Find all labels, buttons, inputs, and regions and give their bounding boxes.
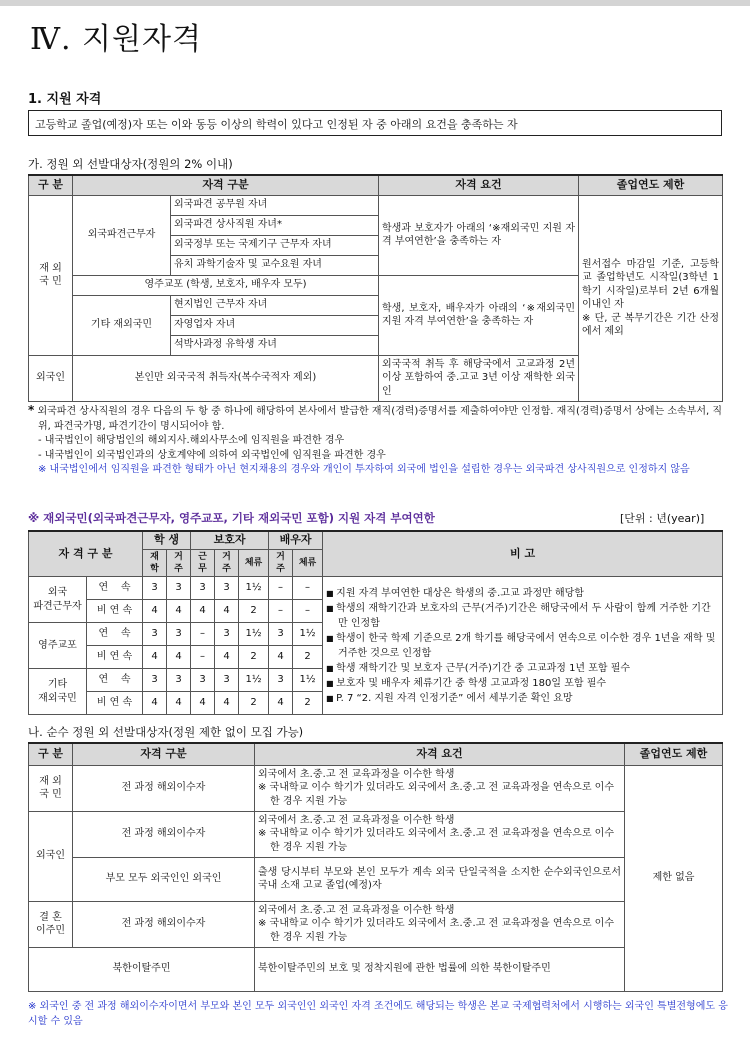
req-line: 외국에서 초․중․고 전 교육과정을 이수한 학생 bbox=[258, 814, 455, 826]
header-student: 학 생 bbox=[143, 531, 191, 549]
req-line: 외국에서 초․중․고 전 교육과정을 이수한 학생 bbox=[258, 768, 455, 780]
group-dispatched: 외국파견근무자 bbox=[73, 195, 171, 275]
value-cell: 4 bbox=[191, 600, 215, 623]
other-requirement: 학생, 보호자, 배우자가 아래의 ‘※재외국민 지원 자격 부여연한’을 충족하는 자 bbox=[379, 275, 579, 355]
remark-item: ■ 지원 자격 부여연한 대상은 학생의 중․고교 과정만 해당함 bbox=[326, 586, 719, 601]
sub-header: 재학 bbox=[143, 549, 167, 576]
sub-header: 체류 bbox=[293, 549, 323, 576]
value-cell: 2 bbox=[239, 600, 269, 623]
remark-item: ■ 보호자 및 배우자 체류기간 중 학생 고교과정 180일 포함 필수 bbox=[326, 676, 719, 691]
list-item: 외국정부 또는 국제기구 근무자 자녀 bbox=[171, 235, 379, 255]
header-qualification: 자격 구분 bbox=[73, 175, 379, 195]
header-grad-limit: 졸업연도 제한 bbox=[625, 743, 723, 765]
value-cell: – bbox=[191, 646, 215, 669]
requirement-full-abroad bbox=[255, 811, 625, 857]
value-cell: 3 bbox=[215, 577, 239, 600]
value-cell: 3 bbox=[143, 623, 167, 646]
top-bar bbox=[0, 0, 750, 6]
group-other: 기타 재외국민 bbox=[73, 295, 171, 355]
sub-header: 거주 bbox=[215, 549, 239, 576]
grad-limit-text: 원서접수 마감일 기준, 고등학교 졸업학년도 시작일(3학년 1학기 시작일)로부터 2년 6개월 이내인 자 ※ 단, 군 복무기간은 기간 산정에서 제외 bbox=[579, 195, 723, 401]
value-cell: 3 bbox=[167, 623, 191, 646]
foreigner-label: 외국인 bbox=[29, 355, 73, 401]
remarks-cell bbox=[323, 577, 723, 715]
row-type: 비 연 속 bbox=[87, 692, 143, 715]
header-requirement: 자격 요건 bbox=[255, 743, 625, 765]
value-cell: 4 bbox=[143, 646, 167, 669]
value-cell: 3 bbox=[167, 577, 191, 600]
value-cell: 2 bbox=[239, 646, 269, 669]
value-cell: 4 bbox=[269, 692, 293, 715]
header-grad-limit: 졸업연도 제한 bbox=[579, 175, 723, 195]
list-item: 석박사과정 유학생 자녀 bbox=[171, 335, 379, 355]
value-cell: 1½ bbox=[239, 669, 269, 692]
value-cell: 4 bbox=[191, 692, 215, 715]
notes-a bbox=[28, 402, 728, 478]
header-qualification: 자격 구분 bbox=[73, 743, 255, 765]
note-line: ※ 내국법인에서 임직원을 파견한 형태가 아닌 현지채용의 경우와 개인이 투자하여 외국에 법인을 설립한 경우는 외국파견 상사직원으로 인정하지 않음 bbox=[38, 464, 690, 475]
dispatched-requirement: 학생과 보호자가 아래의 ‘※재외국민 지원 자격 부여연한’을 충족하는 자 bbox=[379, 195, 579, 275]
value-cell: – bbox=[293, 600, 323, 623]
value-cell: 4 bbox=[143, 600, 167, 623]
value-cell: 3 bbox=[143, 577, 167, 600]
row-type: 연 속 bbox=[87, 577, 143, 600]
req-line: ※ 국내학교 이수 학기가 있더라도 외국에서 초․중․고 전 교육과정을 연속으로 이수한 경우 지원 가능 bbox=[258, 828, 614, 853]
unit-label: [단위 : 년(year)] bbox=[620, 512, 705, 525]
row-type: 비 연 속 bbox=[87, 646, 143, 669]
list-item: 외국파견 공무원 자녀 bbox=[171, 195, 379, 215]
value-cell: 3 bbox=[191, 669, 215, 692]
value-cell: 4 bbox=[215, 646, 239, 669]
list-item: 외국파견 상사직원 자녀* bbox=[171, 215, 379, 235]
table-row bbox=[29, 577, 723, 600]
note-line: - 내국법인이 해당법인의 해외지사․해외사무소에 임직원을 파견한 경우 bbox=[38, 435, 345, 446]
header-category: 자 격 구 분 bbox=[29, 531, 143, 577]
group-overseas-korean: 재 외 국 민 bbox=[29, 195, 73, 355]
sub-header: 거주 bbox=[167, 549, 191, 576]
header-category: 구 분 bbox=[29, 743, 73, 765]
table-b-title: ※ 재외국민(외국파견근무자, 영주교포, 기타 재외국민 포함) 지원 자격 부여연한 bbox=[28, 511, 435, 525]
list-item: 현지법인 근무자 자녀 bbox=[171, 295, 379, 315]
list-item: 자영업자 자녀 bbox=[171, 315, 379, 335]
value-cell: 4 bbox=[215, 692, 239, 715]
value-cell: 3 bbox=[215, 623, 239, 646]
value-cell: 4 bbox=[167, 692, 191, 715]
requirement-both-foreign: 출생 당시부터 부모와 본인 모두가 계속 외국 단일국적을 소지한 순수외국인으로서 국내 소재 고교 졸업(예정)자 bbox=[255, 857, 625, 901]
permanent-resident: 영주교포 (학생, 보호자, 배우자 모두) bbox=[73, 275, 379, 295]
chapter-title: Ⅳ. 지원자격 bbox=[30, 22, 202, 57]
value-cell: 2 bbox=[293, 692, 323, 715]
requirement-north-korean: 북한이탈주민의 보호 및 정착지원에 관한 법률에 의한 북한이탈주민 bbox=[255, 947, 625, 991]
table-b bbox=[28, 530, 723, 715]
value-cell: 3 bbox=[143, 669, 167, 692]
header-spouse: 배우자 bbox=[269, 531, 323, 549]
value-cell: 3 bbox=[269, 623, 293, 646]
req-line: 외국에서 초․중․고 전 교육과정을 이수한 학생 bbox=[258, 904, 455, 916]
table-c-title: 나. 순수 정원 외 선발대상자(정원 제한 없이 모집 가능) bbox=[28, 725, 304, 739]
header-category: 구 분 bbox=[29, 175, 73, 195]
section-title: 1. 지원 자격 bbox=[28, 92, 102, 107]
qual-full-abroad: 전 과정 해외이수자 bbox=[73, 811, 255, 857]
foreigner-item: 본인만 외국국적 취득자(복수국적자 제외) bbox=[73, 355, 379, 401]
row-group: 외국 파견근무자 bbox=[29, 577, 87, 623]
sub-header: 근무 bbox=[191, 549, 215, 576]
table-a-title: 가. 정원 외 선발대상자(정원의 2% 이내) bbox=[28, 157, 233, 171]
bottom-note: ※ 외국인 중 전 과정 해외이수자이면서 부모와 본인 모두 외국인인 외국인 자격 조건에도 해당되는 학생은 본교 국제협력처에서 시행하는 외국인 특별전형에도 응시할 수 있음 bbox=[28, 1001, 728, 1027]
sub-header: 체류 bbox=[239, 549, 269, 576]
note-line: - 내국법인이 외국법인과의 상호계약에 의하여 외국법인에 임직원을 파견한 경우 bbox=[38, 449, 386, 461]
list-item: 유치 과학기술자 및 교수요원 자녀 bbox=[171, 255, 379, 275]
header-guardian: 보호자 bbox=[191, 531, 269, 549]
eligibility-box: 고등학교 졸업(예정)자 또는 이와 동등 이상의 학력이 있다고 인정된 자 중 아래의 요건을 충족하는 자 bbox=[28, 110, 722, 136]
row-type: 연 속 bbox=[87, 623, 143, 646]
no-limit: 제한 없음 bbox=[625, 765, 723, 991]
header-requirement: 자격 요건 bbox=[379, 175, 579, 195]
value-cell: 4 bbox=[167, 600, 191, 623]
value-cell: – bbox=[269, 600, 293, 623]
row-type: 연 속 bbox=[87, 669, 143, 692]
value-cell: 3 bbox=[215, 669, 239, 692]
remark-item: ■ 학생 재학기간 및 보호자 근무(거주)기간 중 고교과정 1년 포함 필수 bbox=[326, 661, 719, 676]
remarks-list bbox=[326, 586, 719, 706]
qual-north-korean: 북한이탈주민 bbox=[29, 947, 255, 991]
value-cell: 2 bbox=[293, 646, 323, 669]
remark-item: ■ 학생의 재학기간과 보호자의 근무(거주)기간은 해당국에서 두 사람이 함께 거주한 기간만 인정함 bbox=[326, 601, 719, 631]
value-cell: – bbox=[293, 577, 323, 600]
value-cell: 4 bbox=[215, 600, 239, 623]
row-type: 비 연 속 bbox=[87, 600, 143, 623]
table-a bbox=[28, 174, 723, 402]
note-line: 외국파견 상사직원의 경우 다음의 두 항 중 하나에 해당하여 본사에서 발급한 재직(경력)증명서를 제출하여야만 인정함. 재직(경력)증명서 상에는 소속부서, 직위, 파견국가명, 파견기간이 명시되어야 함. bbox=[37, 406, 723, 432]
req-line: ※ 국내학교 이수 학기가 있더라도 외국에서 초․중․고 전 교육과정을 연속으로 이수한 경우 지원 가능 bbox=[258, 782, 614, 807]
value-cell: – bbox=[269, 577, 293, 600]
group-foreigner: 외국인 bbox=[29, 811, 73, 901]
value-cell: 3 bbox=[167, 669, 191, 692]
value-cell: 4 bbox=[143, 692, 167, 715]
row-group: 기타 재외국민 bbox=[29, 669, 87, 715]
remark-item: ■ 학생이 한국 학제 기준으로 2개 학기를 해당국에서 연속으로 이수한 경우 1년을 재학 및 거주한 것으로 인정함 bbox=[326, 631, 719, 661]
table-c bbox=[28, 742, 723, 992]
value-cell: 1½ bbox=[293, 669, 323, 692]
qual-both-foreign: 부모 모두 외국인인 외국인 bbox=[73, 857, 255, 901]
value-cell: – bbox=[191, 623, 215, 646]
value-cell: 4 bbox=[167, 646, 191, 669]
qual-full-abroad: 전 과정 해외이수자 bbox=[73, 901, 255, 947]
req-line: ※ 국내학교 이수 학기가 있더라도 외국에서 초․중․고 전 교육과정을 연속으로 이수한 경우 지원 가능 bbox=[258, 918, 614, 943]
requirement-full-abroad bbox=[255, 765, 625, 811]
group-marriage-immigrant: 결 혼 이주민 bbox=[29, 901, 73, 947]
header-remark: 비 고 bbox=[323, 531, 723, 577]
requirement-full-abroad bbox=[255, 901, 625, 947]
star-mark: * bbox=[28, 403, 35, 417]
qual-full-abroad: 전 과정 해외이수자 bbox=[73, 765, 255, 811]
group-overseas-korean: 재 외 국 민 bbox=[29, 765, 73, 811]
row-group: 영주교포 bbox=[29, 623, 87, 669]
value-cell: 2 bbox=[239, 692, 269, 715]
foreigner-requirement: 외국국적 취득 후 해당국에서 고교과정 2년 이상 포함하여 중․고교 3년 이상 재학한 외국인 bbox=[379, 355, 579, 401]
remark-item: ■ P. 7 “2. 지원 자격 인정기준” 에서 세부기준 확인 요망 bbox=[326, 691, 719, 706]
value-cell: 1½ bbox=[293, 623, 323, 646]
value-cell: 3 bbox=[269, 669, 293, 692]
value-cell: 4 bbox=[269, 646, 293, 669]
value-cell: 1½ bbox=[239, 577, 269, 600]
value-cell: 1½ bbox=[239, 623, 269, 646]
value-cell: 3 bbox=[191, 577, 215, 600]
sub-header: 거주 bbox=[269, 549, 293, 576]
